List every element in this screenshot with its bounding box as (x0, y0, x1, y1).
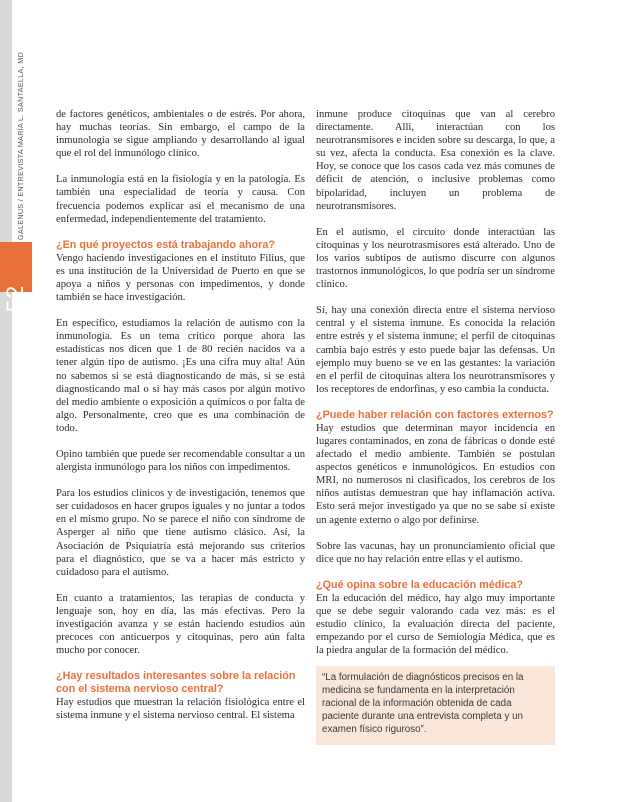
paragraph: inmune produce citoquinas que van al cerebro directamente. Allí, interactúan con los neurotransmisores e inciden sobre su descarga, lo que, a su vez, afecta la conducta. Esa conexión es la clave. Hoy, se conoce que los casos cada vez más comunes de déficit de atención, o inclusive problemas como bipolaridad, incluyen un problema de neurotransmisores. (316, 109, 555, 212)
section-heading: ¿Puede haber relación con factores externos? (316, 408, 554, 421)
paragraph: Sí, hay una conexión directa entre el sistema nervioso central y el sistema inmune. Es conocida la relación entre estrés y el sistema inmune; el perfil de citoquinas cambia bajo estrés y esto puede bajar las defensas. Un ejemplo muy bueno se ve en las gestantes: la variación en el perfil de citoquinas altera los neurotransmisores y los receptores de endorfinas, y eso cambia la conducta. (316, 305, 555, 395)
paragraph: En específico, estudiamos la relación de autismo con la inmunología. Es un tema crítico porque ahora las estadísticas nos dicen que 1 de 80 recién nacidos va a tener algún tipo de autismo. ¡Es una cifra muy alta! Aún no sabemos si se está diagnosticando de más, si se está diagnosticando mal o si hay más casos por algún motivo del medio ambiente o exposición a químicos o por falta de algo. Personalmente, creo que es una combinación de todo. (56, 318, 305, 434)
paragraph: de factores genéticos, ambientales o de estrés. Por ahora, hay muchas teorías. Sin embargo, el campo de la inmunología se sigue ampliando y desarrollando al igual que el rol del inmunólogo clínico. (56, 109, 305, 160)
side-margin-strip (0, 0, 12, 802)
paragraph: Hay estudios que determinan mayor incidencia en lugares contaminados, en zona de fábricas o donde esté afectado el medio ambiente. También se postulan aspectos genéticos e inmunológicos. En estudios con MRI, no numerosos ni clasificados, los cerebros de los niños autistas demuestran que hay inflamación activa. Esto será mejor investigado ya que no se sabe si existe un agente externo o algo por definirse. (316, 422, 555, 526)
pull-quote-text: “La formulación de diagnósticos precisos en la medicina se fundamenta en la interpretación racional de la información obtenida de cada paciente durante una entrevista completa y un examen físico riguroso”. (322, 672, 524, 735)
section-heading: ¿Hay resultados interesantes sobre la relación con el sistema nervioso central? (56, 670, 296, 696)
paragraph: Hay estudios que muestran la relación fisiológica entre el sistema inmune y el sistema nervioso central. El sistema (56, 697, 305, 722)
running-head: GALENUS / ENTREVISTA MARÍA L. SANTAELLA, MD (16, 52, 25, 240)
paragraph: Vengo haciendo investigaciones en el instituto Filius, que es una institución de la Universidad de Puerto en que se apoya a niños y personas con impedimentos, y donde también se hace investigación. (56, 252, 305, 304)
section-heading: ¿Qué opina sobre la educación médica? (316, 578, 523, 591)
paragraph: En cuanto a tratamientos, las terapias de conducta y lenguaje son, hoy en día, las más efectivas. Pero la investigación avanza y se están haciendo estudios aún precoces con anticuerpos y citoquinas, pero aún falta mucho por conocer. (56, 592, 305, 657)
page-number: 52 (2, 285, 29, 313)
section-heading: ¿En qué proyectos está trabajando ahora? (56, 238, 275, 251)
paragraph: La inmunología está en la fisiología y en la patología. Es también una especialidad de teoría y causa. Con frecuencia podemos explicar así el mecanismo de una enfermedad, independientemente del tratamiento. (56, 174, 305, 225)
paragraph: En el autismo, el circuito donde interactúan las citoquinas y los neurotrasmisores está alterado. Uno de los varios subtipos de autismo discurre con algunos trastornos inmunológicos, lo que podría ser un síndrome clínico. (316, 226, 555, 291)
paragraph: En la educación del médico, hay algo muy importante que se debe seguir valorando cada vez más: es el estudio clínico, la evaluación directa del paciente, empezando por el curso de Semiología Médica, que es la piedra angular de la formación del médico. (316, 592, 555, 657)
paragraph: Sobre las vacunas, hay un pronunciamiento oficial que dice que no hay relación entre ellas y el autismo. (316, 540, 555, 565)
left-column (56, 108, 305, 734)
right-column (316, 108, 555, 670)
paragraph: Para los estudios clínicos y de investigación, tenemos que ser cuidadosos en hacer grupos iguales y no juntar a todos en el mismo grupo. No se parece el niño con síndrome de Asperger al niño que tiene autismo clásico. Así, la Asociación de Psiquiatría está mejorando sus criterios para el diagnóstico, que se va a hacer más estricto y cuidadoso para el autismo. (56, 488, 305, 578)
paragraph: Opino también que puede ser recomendable consultar a un alergista inmunólogo para los niños con impedimentos. (56, 448, 305, 474)
